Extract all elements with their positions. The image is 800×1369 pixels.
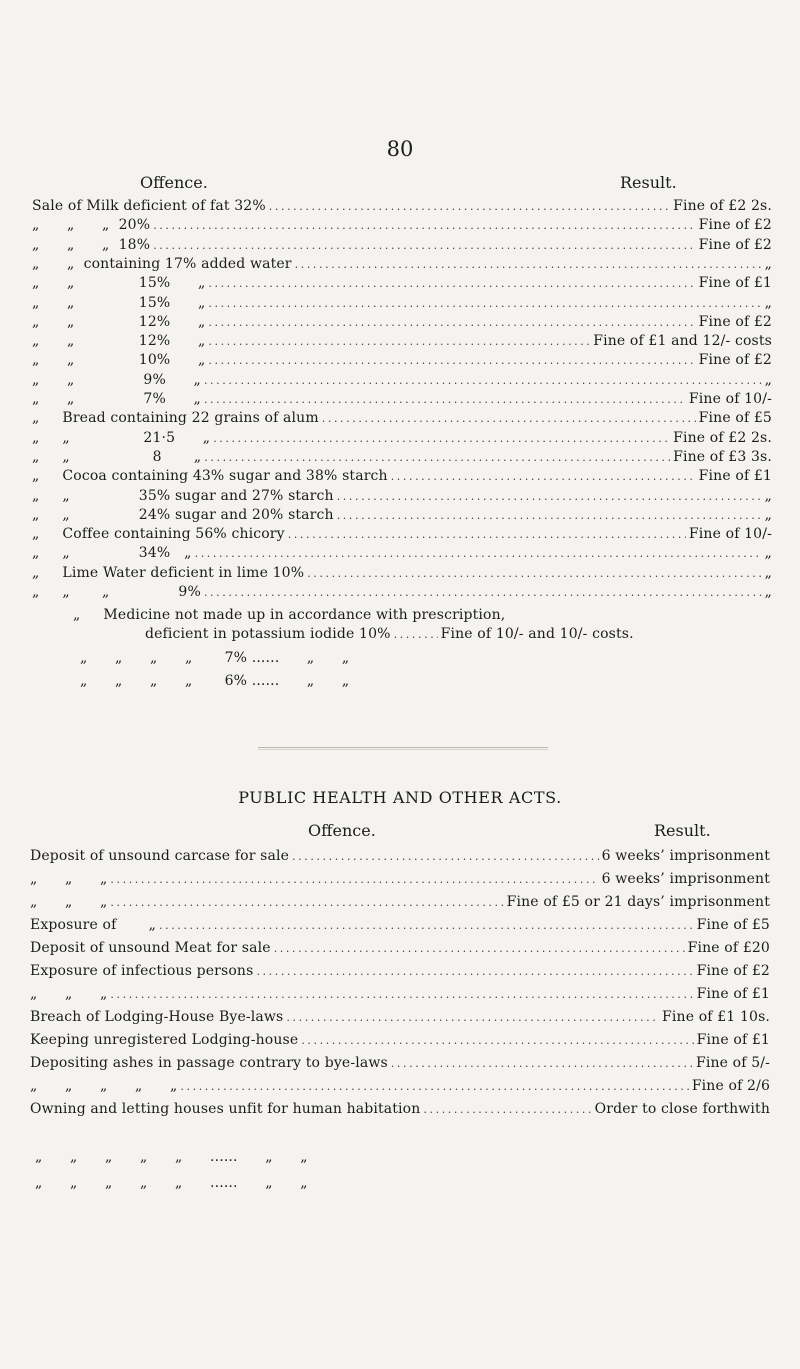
offence-text: Exposure of infectious persons <box>30 963 254 979</box>
result-text: Fine of £1 <box>698 275 772 292</box>
result-text: Fine of £1 10s. <box>662 1009 770 1025</box>
offence-text: „ „ containing 17% added water <box>32 255 292 272</box>
offence-text: „ „ 12% „ <box>32 313 206 330</box>
offence-text: „ „ „ 18% <box>32 236 151 253</box>
offence-text: „ „ 15% „ <box>32 294 206 311</box>
result-text: Fine of £2 <box>698 217 772 234</box>
leader-dots <box>208 277 695 290</box>
offence-text: Depositing ashes in passage contrary to bye-laws <box>30 1055 388 1071</box>
result-text: Fine of £2 <box>698 236 772 253</box>
offence-row <box>30 894 770 910</box>
medicine-line: „ Medicine not made up in accordance with prescription, <box>73 607 506 623</box>
result-text: „ <box>764 564 772 581</box>
offence-row <box>30 917 770 933</box>
result-text: Order to close forthwith <box>594 1101 770 1117</box>
offence-text: „ „ 9% „ <box>32 371 201 388</box>
result-text: Fine of £5 <box>698 410 772 427</box>
leader-dots <box>208 297 761 310</box>
leader-dots <box>213 432 670 445</box>
offence-row <box>30 871 770 887</box>
leader-dots <box>337 490 762 503</box>
offence-row <box>32 314 772 330</box>
result-text: „ <box>764 506 772 523</box>
result-text: Fine of £1 <box>696 986 770 1002</box>
offence-row <box>32 352 772 368</box>
offence-row <box>32 449 772 465</box>
medicine-offence: deficient in potassium iodide 10% <box>145 626 391 642</box>
offence-row <box>32 584 772 600</box>
leader-dots <box>204 451 670 464</box>
offence-row <box>32 237 772 253</box>
offence-row <box>32 565 772 581</box>
offence-row <box>30 986 770 1002</box>
result-text: Fine of £5 or 21 days’ imprisonment <box>506 894 770 910</box>
section-title: PUBLIC HEALTH AND OTHER ACTS. <box>238 788 562 807</box>
result-text: „ <box>764 294 772 311</box>
offence-text: Owning and letting houses unfit for human habitation <box>30 1101 421 1117</box>
offence-text: „ „ 35% sugar and 27% starch <box>32 487 334 504</box>
offence-text: Exposure of „ <box>30 917 156 933</box>
offence-text: „ Cocoa containing 43% sugar and 38% starch <box>32 468 388 485</box>
leader-dots <box>153 219 695 232</box>
offence-row <box>32 507 772 523</box>
result-text: Fine of 5/- <box>695 1055 770 1071</box>
result-text: „ <box>764 371 772 388</box>
offence-row <box>30 1032 770 1048</box>
result-text: Fine of £5 <box>696 917 770 933</box>
offence-row <box>32 333 772 349</box>
result-text: „ <box>764 584 772 600</box>
offence-text: „ „ „ <box>30 894 108 910</box>
offence-heading: Offence. <box>308 821 376 840</box>
leader-dots <box>204 374 762 387</box>
result-text: Fine of £2 2s. <box>673 198 772 214</box>
offence-row <box>30 1009 770 1025</box>
leader-dots <box>180 1080 688 1093</box>
ditto-row: „ „ „ „ „ ...... „ „ <box>35 1149 308 1165</box>
offence-row <box>32 468 772 484</box>
offence-text: Keeping unregistered Lodging-house <box>30 1032 299 1048</box>
offence-text: „ „ „ <box>30 871 108 887</box>
offence-row <box>32 217 772 233</box>
leader-dots <box>337 509 762 522</box>
offence-text: Sale of Milk deficient of fat 32% <box>32 198 266 214</box>
ditto-row: „ „ „ „ „ ...... „ „ <box>35 1175 308 1191</box>
medicine-row <box>145 626 770 642</box>
offence-row <box>32 372 772 388</box>
result-text: 6 weeks’ imprisonment <box>601 871 770 887</box>
offence-text: „ „ 24% sugar and 20% starch <box>32 506 334 523</box>
leader-dots <box>204 393 686 406</box>
leader-dots <box>208 354 695 367</box>
offence-row <box>32 488 772 504</box>
divider <box>258 747 548 748</box>
offence-text: „ „ „ „ „ <box>30 1078 178 1094</box>
leader-dots <box>269 200 670 213</box>
offence-text: „ Bread containing 22 grains of alum <box>32 410 319 427</box>
offence-row <box>30 940 770 956</box>
offence-row <box>32 545 772 561</box>
offence-text: „ „ 34% „ <box>32 545 192 562</box>
offence-text: „ „ 21·5 „ <box>32 429 211 446</box>
offence-row <box>32 198 772 214</box>
offence-text: Deposit of unsound Meat for sale <box>30 940 271 956</box>
offence-text: „ „ 12% „ <box>32 333 206 350</box>
result-heading: Result. <box>620 173 677 192</box>
offence-row <box>32 526 772 542</box>
leader-dots <box>159 919 694 932</box>
offence-row <box>32 430 772 446</box>
page-number: 80 <box>386 137 414 161</box>
offence-row <box>32 391 772 407</box>
leader-dots <box>394 628 438 641</box>
leader-dots <box>204 586 762 599</box>
offence-row <box>30 1078 770 1094</box>
leader-dots <box>110 873 598 886</box>
result-text: 6 weeks’ imprisonment <box>601 848 770 864</box>
offence-row <box>30 963 770 979</box>
leader-dots <box>286 1011 659 1024</box>
leader-dots <box>301 1034 693 1047</box>
result-text: Fine of 10/- <box>688 526 772 543</box>
offence-row <box>32 410 772 426</box>
leader-dots <box>423 1103 591 1116</box>
offence-row <box>32 256 772 272</box>
leader-dots <box>391 1057 693 1070</box>
leader-dots <box>307 567 761 580</box>
leader-dots <box>322 412 696 425</box>
result-text: Fine of £2 <box>698 313 772 330</box>
offence-text: „ Coffee containing 56% chicory <box>32 526 285 543</box>
result-text: Fine of £1 <box>698 468 772 485</box>
offence-text: „ „ „ 20% <box>32 217 151 234</box>
offence-row <box>32 275 772 291</box>
leader-dots <box>110 896 503 909</box>
leader-dots <box>110 988 693 1001</box>
offence-text: „ „ 15% „ <box>32 275 206 292</box>
result-text: Fine of £1 and 12/- costs <box>593 333 772 350</box>
result-text: „ <box>764 255 772 272</box>
offence-text: „ „ 7% „ <box>32 391 201 407</box>
result-text: Fine of 2/6 <box>691 1078 770 1094</box>
result-text: „ <box>764 545 772 562</box>
result-text: „ <box>764 487 772 504</box>
offence-text: Breach of Lodging-House Bye-laws <box>30 1009 284 1025</box>
offence-row <box>32 295 772 311</box>
ditto-row: „ „ „ „ 6% ...... „ „ <box>80 673 350 689</box>
ditto-row: „ „ „ „ 7% ...... „ „ <box>80 650 350 666</box>
result-text: Fine of £2 <box>698 352 772 369</box>
offence-row <box>30 1101 770 1117</box>
result-text: Fine of £2 <box>696 963 770 979</box>
offence-text: „ „ 10% „ <box>32 352 206 369</box>
leader-dots <box>288 528 686 541</box>
leader-dots <box>292 850 599 863</box>
offence-text: „ „ „ <box>30 986 108 1002</box>
offence-text: „ „ 8 „ <box>32 448 202 465</box>
leader-dots <box>391 470 696 483</box>
result-text: Fine of £1 <box>696 1032 770 1048</box>
leader-dots <box>256 965 693 978</box>
leader-dots <box>195 547 762 560</box>
offence-text: Deposit of unsound carcase for sale <box>30 848 290 864</box>
leader-dots <box>208 335 590 348</box>
offence-text: „ „ „ 9% <box>32 584 201 600</box>
result-text: Fine of £3 3s. <box>673 448 772 465</box>
result-text: Fine of 10/- <box>688 391 772 407</box>
leader-dots <box>208 316 695 329</box>
result-heading: Result. <box>654 821 711 840</box>
offence-row <box>30 848 770 864</box>
result-text: Fine of £2 2s. <box>673 429 772 446</box>
leader-dots <box>274 942 685 955</box>
offence-row <box>30 1055 770 1071</box>
leader-dots <box>153 239 695 252</box>
result-text: Fine of £20 <box>687 940 770 956</box>
leader-dots <box>295 258 762 271</box>
offence-text: „ Lime Water deficient in lime 10% <box>32 564 305 581</box>
medicine-result: Fine of 10/- and 10/- costs. <box>440 626 634 642</box>
offence-heading: Offence. <box>140 173 208 192</box>
